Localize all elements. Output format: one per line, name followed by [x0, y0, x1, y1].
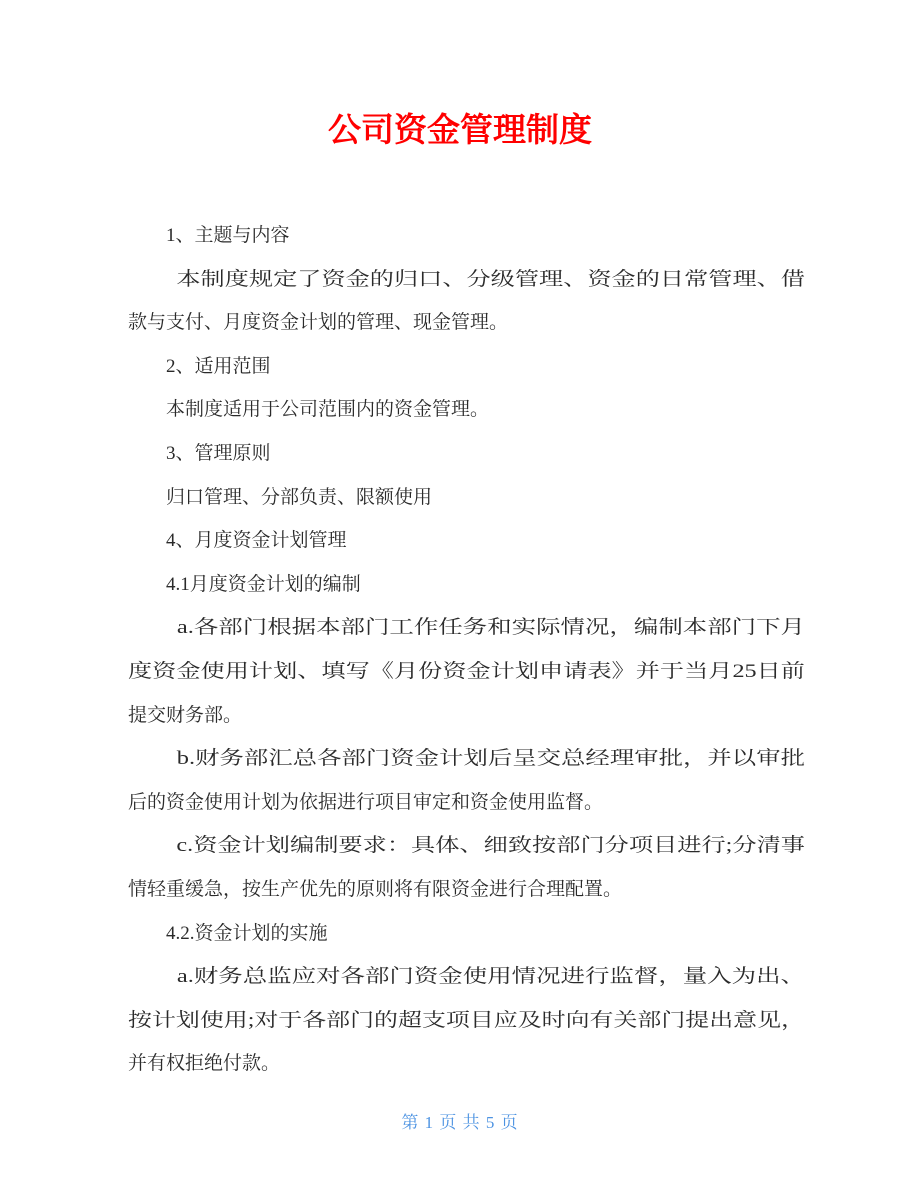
text-line: 后的资金使用计划为依据进行项目审定和资金使用监督。	[128, 791, 604, 813]
text-line: 归口管理、分部负责、限额使用	[166, 486, 433, 508]
text-line: 3、管理原则	[166, 442, 271, 464]
text-line: 4、月度资金计划管理	[166, 530, 347, 552]
text-line: 情轻重缓急，按生产优先的原则将有限资金进行合理配置。	[128, 878, 623, 900]
text-line: 4.1月度资金计划的编制	[166, 573, 361, 595]
text-line: a.财务总监应对各部门资金使用情况进行监督，量入为出、	[176, 966, 806, 988]
page-title: 公司资金管理制度	[328, 110, 592, 149]
text-line: 1、主题与内容	[166, 225, 290, 246]
text-line: a.各部门根据本部门工作任务和实际情况，编制本部门下月	[176, 617, 806, 639]
text-line: 度资金使用计划、填写《月份资金计划申请表》并于当月25日前	[128, 660, 805, 682]
text-line: 2、适用范围	[166, 355, 271, 377]
text-line: 款与支付、月度资金计划的管理、现金管理。	[128, 312, 509, 334]
text-line: 按计划使用;对于各部门的超支项目应及时向有关部门提出意见，	[128, 1009, 805, 1031]
text-line: 并有权拒绝付款。	[128, 1053, 281, 1075]
text-line: b.财务部汇总各部门资金计划后呈交总经理审批，并以审批	[176, 748, 805, 770]
text-line: c.资金计划编制要求：具体、细致按部门分项目进行;分清事	[176, 835, 805, 857]
text-line: 本制度适用于公司范围内的资金管理。	[166, 399, 490, 421]
text-line: 4.2.资金计划的实施	[166, 922, 328, 944]
text-line: 本制度规定了资金的归口、分级管理、资金的日常管理、借	[176, 268, 805, 290]
document-body	[128, 214, 805, 1086]
text-line: 提交财务部。	[128, 704, 243, 726]
page-number-footer: 第 1 页 共 5 页	[401, 1113, 519, 1132]
